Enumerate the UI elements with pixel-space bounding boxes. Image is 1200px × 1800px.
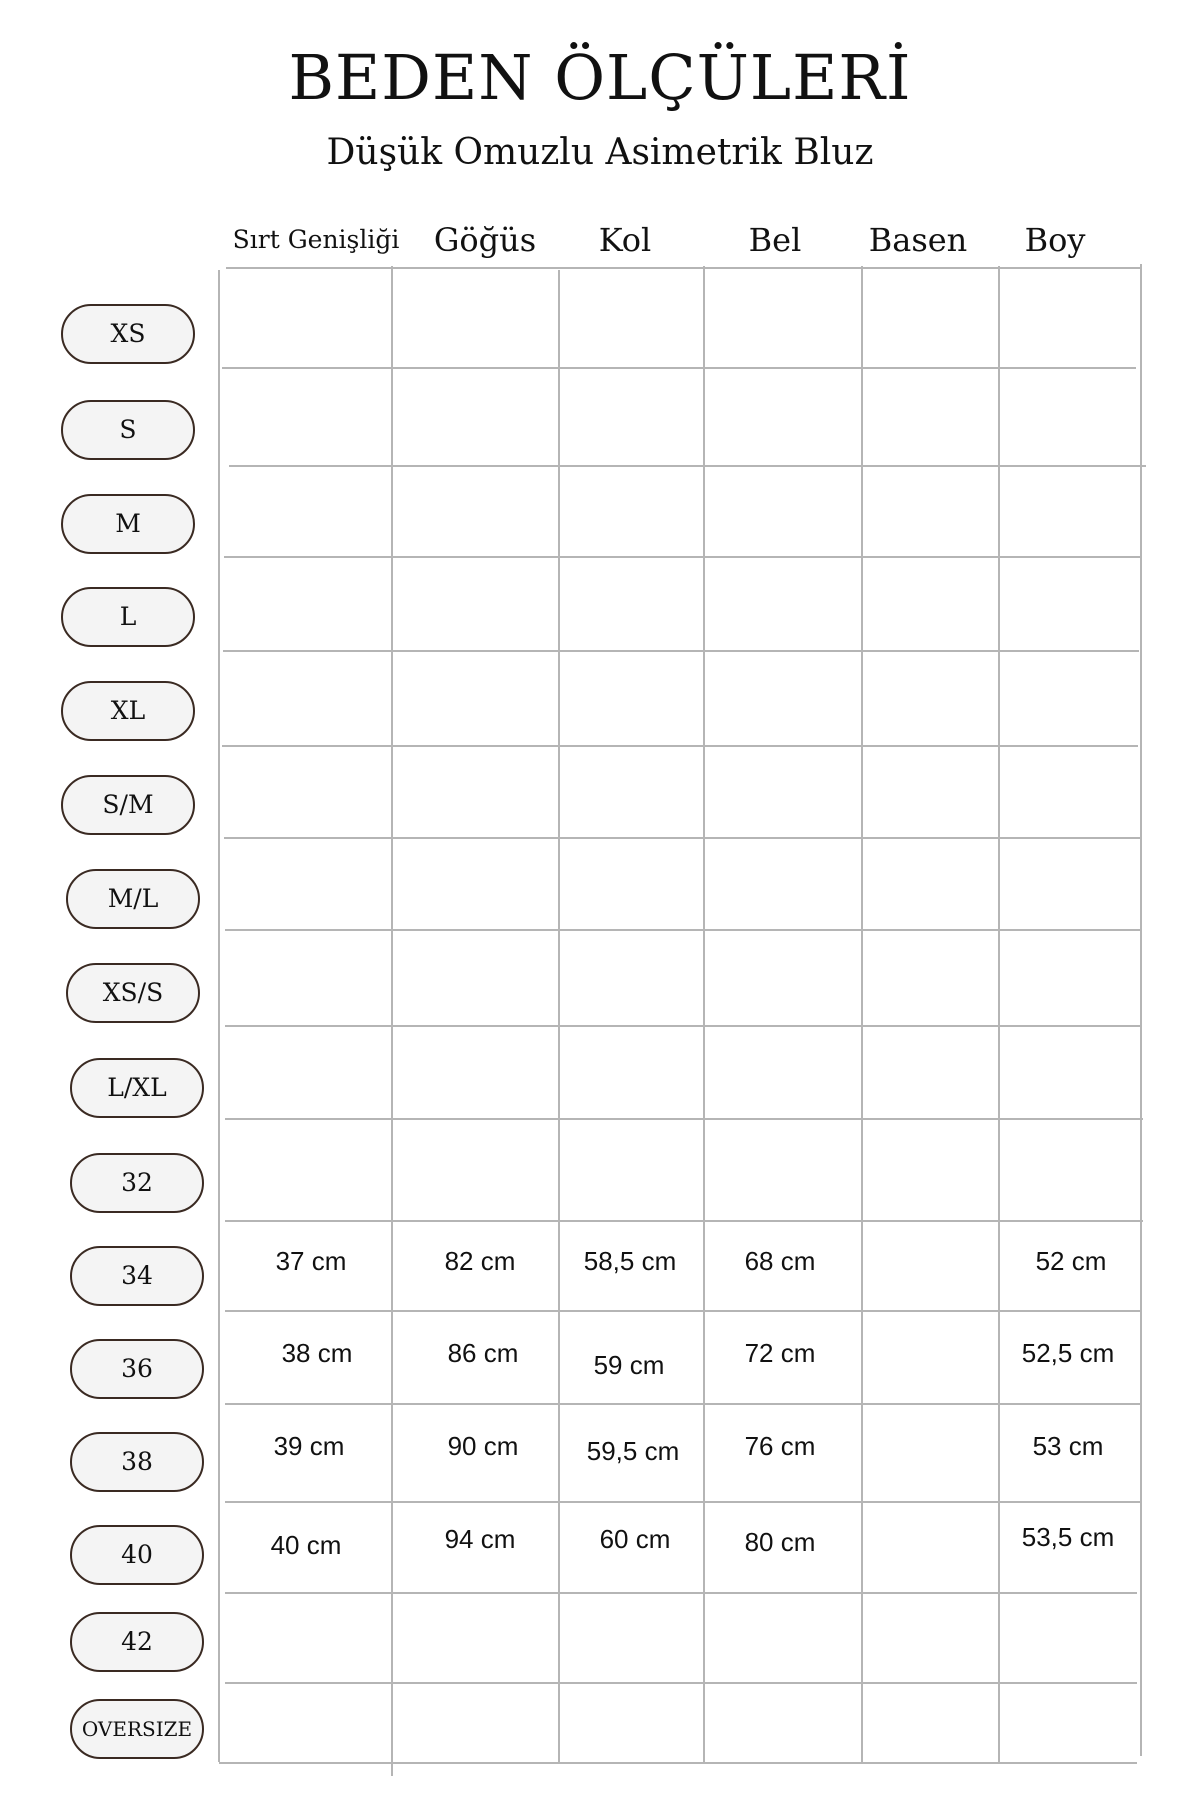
size-label-36: 36	[70, 1339, 204, 1399]
table-cell: 53,5 cm	[1021, 1522, 1115, 1552]
column-header-sleeve: Kol	[598, 221, 652, 259]
table-cell: 52,5 cm	[1021, 1338, 1115, 1368]
table-cell: 90 cm	[447, 1431, 519, 1461]
size-label-34: 34	[70, 1246, 204, 1306]
size-label-40: 40	[70, 1525, 204, 1585]
column-header-chest: Göğüs	[433, 221, 537, 259]
table-cell: 59,5 cm	[586, 1436, 680, 1466]
size-label-s-m: S/M	[61, 775, 195, 835]
table-cell: 39 cm	[273, 1431, 345, 1461]
table-cell: 94 cm	[444, 1524, 516, 1554]
size-label-42: 42	[70, 1612, 204, 1672]
column-header-length: Boy	[1024, 221, 1086, 259]
table-cell: 52 cm	[1035, 1246, 1107, 1276]
size-label-xs-s: XS/S	[66, 963, 200, 1023]
column-header-hip: Basen	[868, 221, 968, 259]
table-cell: 68 cm	[744, 1246, 816, 1276]
table-cell: 53 cm	[1032, 1431, 1104, 1461]
size-label-32: 32	[70, 1153, 204, 1213]
table-cell: 86 cm	[447, 1338, 519, 1368]
table-cell: 40 cm	[270, 1530, 342, 1560]
table-cell: 72 cm	[744, 1338, 816, 1368]
size-label-m: M	[61, 494, 195, 554]
size-label-xs: XS	[61, 304, 195, 364]
table-cell: 76 cm	[744, 1431, 816, 1461]
page-title: BEDEN ÖLÇÜLERİ	[288, 41, 912, 114]
table-cell: 59 cm	[593, 1350, 665, 1380]
size-label-m-l: M/L	[66, 869, 200, 929]
table-cell	[855, 1333, 995, 1373]
size-label-l: L	[61, 587, 195, 647]
size-label-s: S	[61, 400, 195, 460]
page-subtitle: Düşük Omuzlu Asimetrik Bluz	[326, 132, 874, 173]
table-cell	[855, 1522, 995, 1562]
table-cell: 82 cm	[444, 1246, 516, 1276]
size-label-oversize: OVERSIZE	[70, 1699, 204, 1759]
table-cell: 80 cm	[744, 1527, 816, 1557]
table-cell: 60 cm	[599, 1524, 671, 1554]
table-cell	[855, 1241, 995, 1281]
size-label-xl: XL	[61, 681, 195, 741]
table-cell: 38 cm	[281, 1338, 353, 1368]
size-label-l-xl: L/XL	[70, 1058, 204, 1118]
table-cell	[855, 1426, 995, 1466]
size-label-38: 38	[70, 1432, 204, 1492]
column-header-back-width: Sırt Genişliği	[232, 225, 400, 254]
table-cell: 37 cm	[275, 1246, 347, 1276]
table-cell: 58,5 cm	[583, 1246, 677, 1276]
column-header-waist: Bel	[748, 221, 802, 259]
